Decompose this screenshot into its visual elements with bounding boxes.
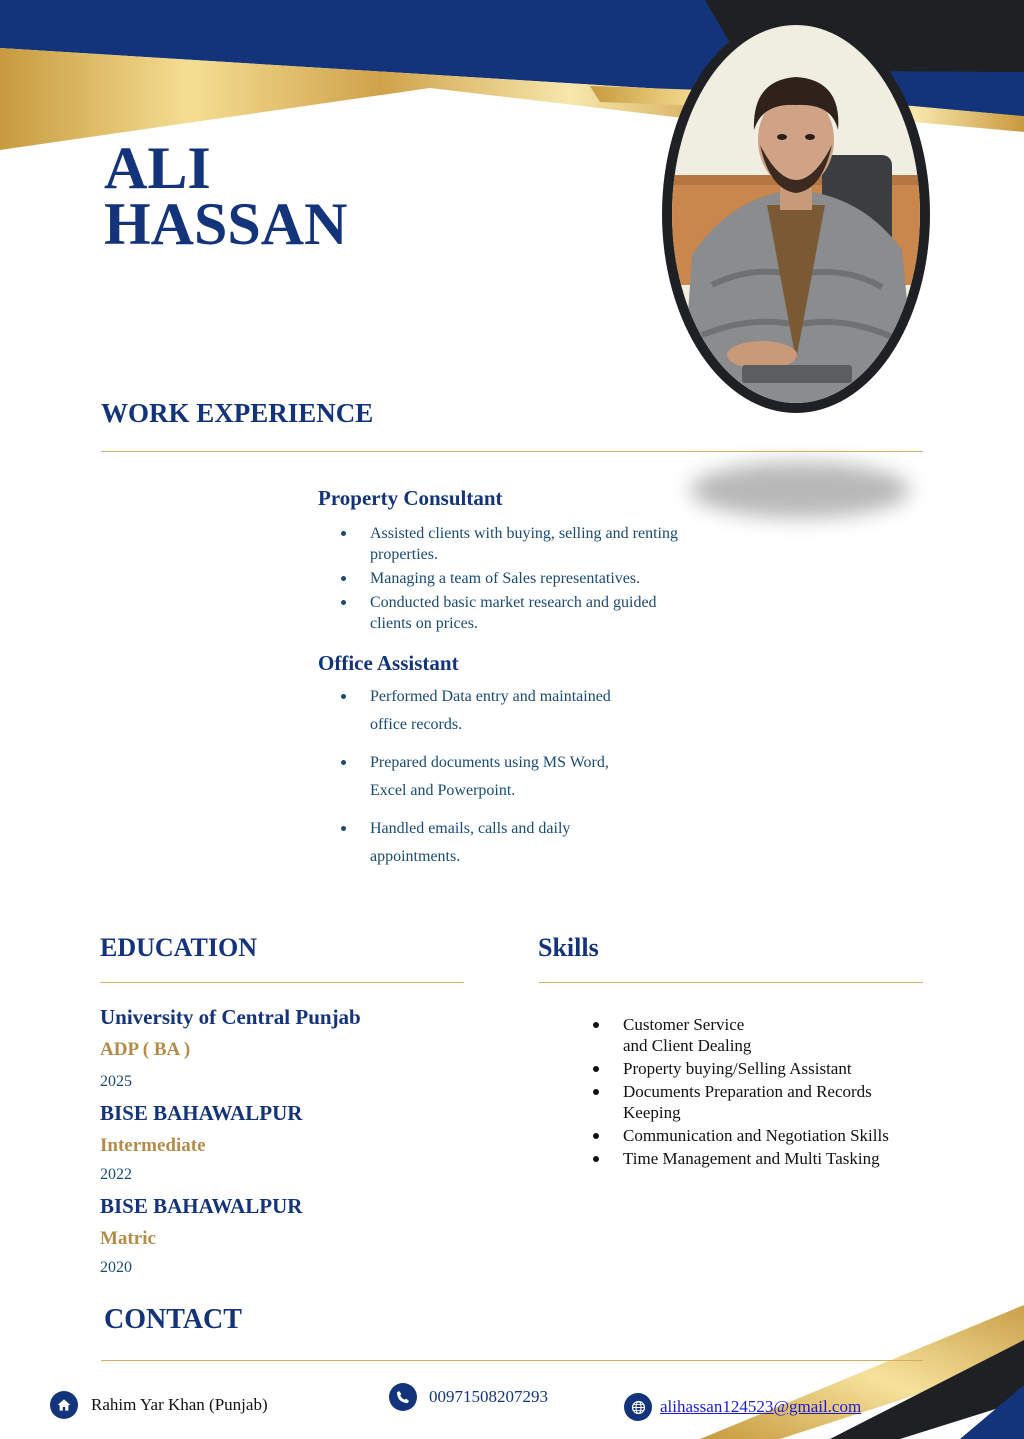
skills-heading: Skills [538,933,599,962]
contact-phone [389,1383,548,1411]
list-item: Documents Preparation and Records Keeping [592,1081,903,1123]
education-year: 2022 [100,1166,132,1183]
list-item: Assisted clients with buying, selling and renting properties. [318,523,688,565]
email-link[interactable]: alihassan124523@gmail.com [660,1397,862,1416]
last-name: HASSAN [104,191,348,257]
address-text: Rahim Yar Khan (Punjab) [91,1395,268,1414]
skills-list [592,1014,932,1171]
profile-photo-frame [662,15,930,413]
list-item: Performed Data entry and maintained office records. [318,683,648,739]
list-item: Customer Service and Client Dealing [592,1014,763,1056]
list-item: Property buying/Selling Assistant [592,1058,932,1079]
first-name: ALI [104,135,211,201]
job-bullets-office-assistant [318,683,648,881]
contact-email [624,1393,861,1421]
education-degree: Matric [100,1228,156,1249]
job-title-office-assistant: Office Assistant [318,651,459,675]
list-item: Conducted basic market research and guided clients on prices. [318,592,688,634]
candidate-name [104,135,348,257]
contact-divider [101,1360,923,1361]
job-bullets-property-consultant [318,523,688,637]
education-heading: EDUCATION [100,933,257,962]
education-degree: ADP ( BA ) [100,1039,191,1060]
job-title-property-consultant: Property Consultant [318,486,503,510]
list-item: Prepared documents using MS Word, Excel and Powerpoint. [318,749,648,805]
home-icon [50,1391,78,1419]
education-degree: Intermediate [100,1135,206,1156]
list-item: Managing a team of Sales representatives. [318,568,688,589]
education-school: BISE BAHAWALPUR [100,1194,303,1218]
education-year: 2025 [100,1073,132,1090]
phone-icon [389,1383,417,1411]
globe-icon [624,1393,652,1421]
education-year: 2020 [100,1259,132,1276]
phone-text[interactable]: 00971508207293 [429,1387,548,1406]
list-item: Communication and Negotiation Skills [592,1125,932,1146]
education-school: BISE BAHAWALPUR [100,1101,303,1125]
skills-divider [539,982,923,983]
contact-heading: CONTACT [104,1304,242,1335]
list-item: Time Management and Multi Tasking [592,1148,932,1169]
education-divider [100,982,464,983]
contact-address [50,1391,268,1419]
work-experience-divider [101,451,923,452]
photo-shadow [690,462,910,518]
person-portrait-icon [672,25,920,403]
work-experience-heading: WORK EXPERIENCE [101,398,374,428]
list-item: Handled emails, calls and daily appointments. [318,815,648,871]
education-school: University of Central Punjab [100,1005,361,1029]
profile-photo [672,25,920,403]
